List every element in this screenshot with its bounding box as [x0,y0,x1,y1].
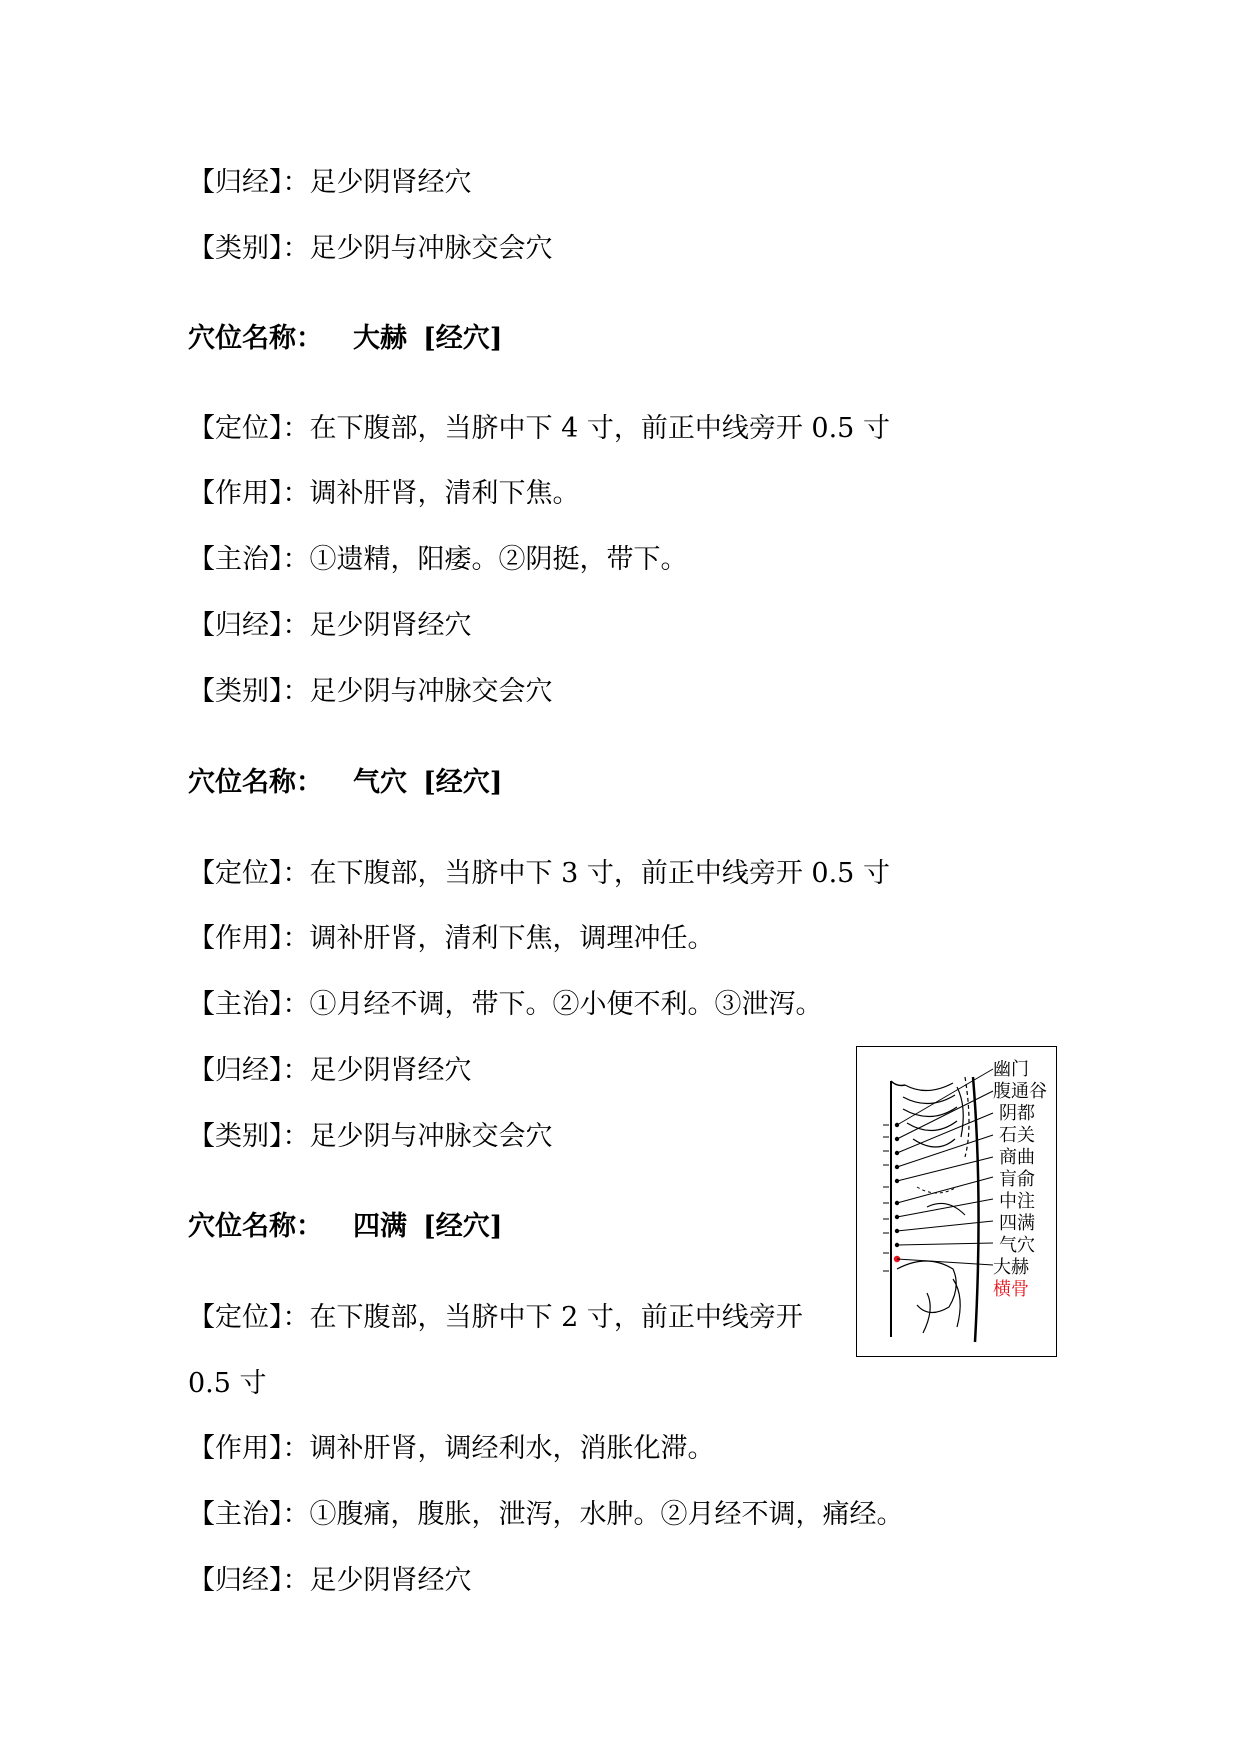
text-line-function: 【作用】：调补肝肾，调经利水，消胀化滞。 [188,1433,715,1464]
label-zhongzhu: 中注 [999,1191,1035,1212]
text-line-indication: 【主治】：①腹痛，腹胀，泄泻，水肿。②月经不调，痛经。 [188,1499,904,1530]
text-line-meridian: 【归经】：足少阴肾经穴 [188,167,472,198]
text-line-function: 【作用】：调补肝肾，清利下焦，调理冲任。 [188,923,715,954]
label-youmen: 幽门 [993,1059,1029,1080]
label-huangshu: 肓俞 [999,1169,1035,1190]
side-outline [973,1077,979,1342]
outline-stroke [965,1077,969,1157]
rib-line [903,1107,957,1117]
midline-ticks [883,1125,889,1271]
rib-line [907,1121,957,1131]
outline-stroke [891,1081,905,1086]
text-line-function: 【作用】：调补肝肾，清利下焦。 [188,478,580,509]
pelvis-outline [923,1293,930,1333]
abdomen-acupoint-illustration [857,1047,1055,1355]
outline-stroke [957,1087,963,1137]
label-shangqu: 商曲 [999,1147,1035,1168]
acupoint-heading-qixue: 穴位名称： 气穴 [经穴] [188,767,503,798]
text-line-category: 【类别】：足少阴与冲脉交会穴 [188,233,553,264]
label-dahe: 大赫 [993,1257,1029,1278]
acupoint-labels [993,1059,1047,1300]
text-line-category: 【类别】：足少阴与冲脉交会穴 [188,1121,553,1152]
label-yindu: 阴都 [999,1103,1035,1124]
label-henggu: 横骨 [993,1279,1029,1300]
text-line-category: 【类别】：足少阴与冲脉交会穴 [188,676,553,707]
label-siman: 四满 [999,1213,1035,1234]
text-line-meridian: 【归经】：足少阴肾经穴 [188,1565,472,1596]
text-line-indication: 【主治】：①月经不调，带下。②小便不利。③泄泻。 [188,989,823,1020]
text-line-location-continued: 0.5 寸 [188,1368,267,1399]
acupoint-dots [895,1123,899,1247]
rib-line [905,1083,953,1091]
pelvis-outline [953,1279,960,1327]
text-line-meridian: 【归经】：足少阴肾经穴 [188,1055,472,1086]
text-line-location: 【定位】：在下腹部，当脐中下 3 寸，前正中线旁开 0.5 寸 [188,858,890,889]
text-line-indication: 【主治】：①遗精，阳痿。②阴挺，带下。 [188,544,688,575]
text-line-meridian: 【归经】：足少阴肾经穴 [188,610,472,641]
kidney-meridian-abdomen-diagram [856,1046,1057,1357]
acupoint-heading-dahe: 穴位名称： 大赫 [经穴] [188,323,503,354]
pelvis-outline [897,1261,956,1313]
text-line-location: 【定位】：在下腹部，当脐中下 4 寸，前正中线旁开 0.5 寸 [188,413,890,444]
label-qixue: 气穴 [999,1235,1035,1256]
label-futonggu: 腹通谷 [993,1081,1047,1102]
acupoint-heading-siman: 穴位名称： 四满 [经穴] [188,1211,503,1242]
text-line-location: 【定位】：在下腹部，当脐中下 2 寸，前正中线旁开 [188,1302,803,1333]
rib-line [913,1139,955,1147]
label-shiguan: 石关 [999,1125,1035,1146]
